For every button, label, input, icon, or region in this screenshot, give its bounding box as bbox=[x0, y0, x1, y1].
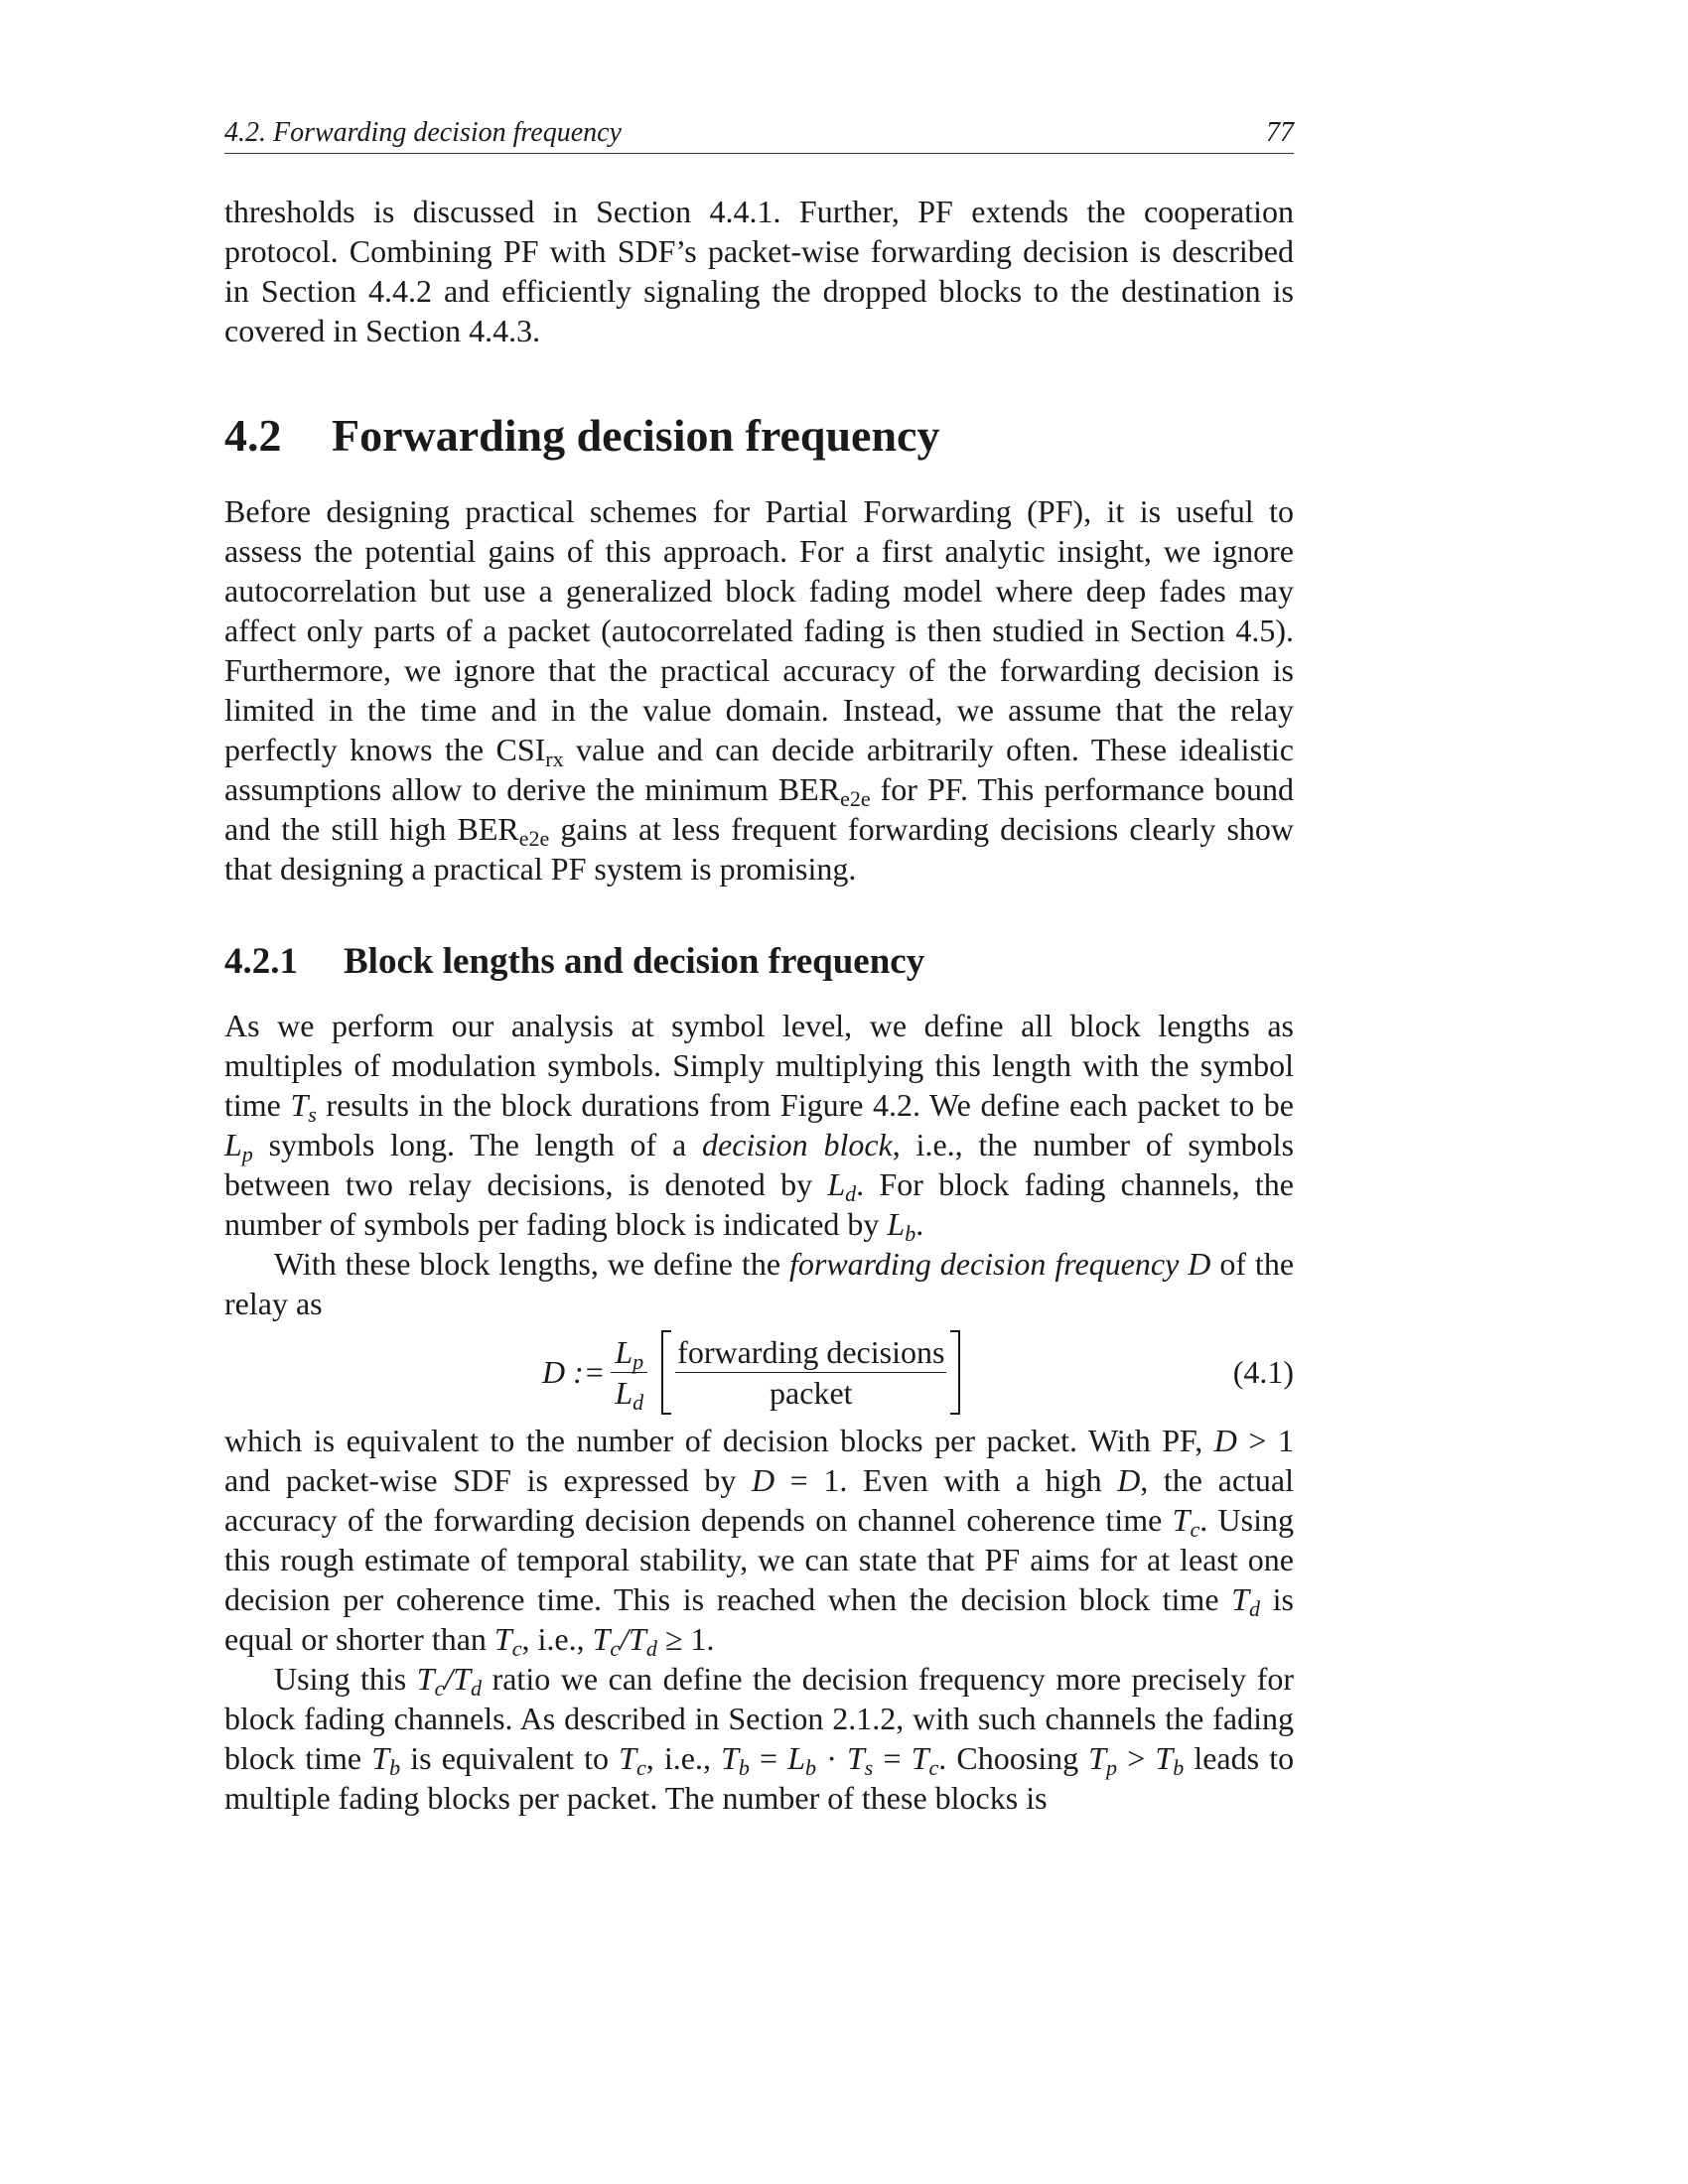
body bbox=[224, 192, 1294, 1818]
equation-4-1 bbox=[224, 1323, 1294, 1421]
equation-unit-denominator: packet bbox=[770, 1374, 853, 1411]
equation-unit-numerator: forwarding decisions bbox=[675, 1332, 946, 1373]
section-paragraph: Before designing practical schemes for Partial Forwarding (PF), it is useful to assess the potential gains of this approach. For a first analytic insight, we ignore autocorrelation but use a generalized block fading model where deep fades may affect only parts of a packet (autocorrelated fading is then studied in Section 4.5). Furthermore, we ignore that the practical accuracy of the forwarding decision is limited in the time and in the value domain. Instead, we assume that the relay perfectly knows the $CSI_{rx}$ value and can decide arbitrarily often. These idealistic assumptions allow to derive the minimum $BER_{e2e}$ for PF. This performance bound and the still high $BER_{e2e}$ gains at less frequent forwarding decisions clearly show that designing a practical PF system is promising. bbox=[224, 493, 1295, 887]
equation-unit-bracket bbox=[661, 1330, 960, 1415]
page-number: 77 bbox=[1266, 117, 1294, 148]
subsection-number: 4.2.1 bbox=[224, 941, 298, 982]
page bbox=[224, 117, 1294, 1818]
paragraph-block-lengths: As we perform our analysis at symbol level, we define all block lengths as multiples of modulation symbols. Simply multiplying this length with the symbol time $T_s$ results in the block durations from Figure 4.2. We define each packet to be $L_p$ symbols long. The length of a decision block, i.e., the number of symbols between two relay decisions, is denoted by $L_d$. For block fading channels, the number of symbols per fading block is indicated by $L_b$. bbox=[224, 1008, 1295, 1246]
intro-paragraph: thresholds is discussed in Section 4.4.1. Further, PF extends the cooperation protocol. Combining PF with SDF’s packet-wise forwarding decision is described in Section 4.4.2 and efficiently signaling the dropped blocks to the destination is covered in Section 4.4.3. bbox=[224, 194, 1294, 348]
section-number: 4.2 bbox=[224, 410, 282, 461]
section-title: Forwarding decision frequency bbox=[332, 410, 940, 461]
paragraph-decision-frequency: With these block lengths, we define the forwarding decision frequency D of the relay as bbox=[224, 1246, 1295, 1321]
running-header bbox=[224, 117, 1294, 154]
equation-fraction: $\frac{L_p}{L_d}$ bbox=[611, 1332, 647, 1413]
running-header-section: 4.2. Forwarding decision frequency bbox=[224, 117, 622, 148]
paragraph-equivalent: which is equivalent to the number of decision blocks per packet. With PF, D > 1 and packet-wise SDF is expressed by D = 1. Even with a high D, the actual accuracy of the forwarding decision depends on channel coherence time $T_c$. Using this rough estimate of temporal stability, we can state that PF aims for at least one decision per coherence time. This is reached when the decision block time $T_d$ is equal or shorter than $T_c$, i.e., $T_c/T_d \ge 1$. bbox=[224, 1423, 1295, 1661]
paragraph-ratio: Using this $T_c/T_d$ ratio we can define the decision frequency more precisely for block fading channels. As described in Section 2.1.2, with such channels the fading block time $T_b$ is equivalent to $T_c$, i.e., $T_b = L_b \cdot T_s = T_c$. Choosing $T_p > T_b$ leads to multiple fading blocks per packet. The number of these blocks is bbox=[224, 1661, 1295, 1816]
subsection-heading bbox=[224, 940, 1294, 984]
section-heading bbox=[224, 408, 1294, 464]
subsection-title: Block lengths and decision frequency bbox=[344, 941, 925, 982]
equation-number: (4.1) bbox=[1232, 1354, 1294, 1390]
equation-lhs: D := bbox=[542, 1354, 606, 1390]
